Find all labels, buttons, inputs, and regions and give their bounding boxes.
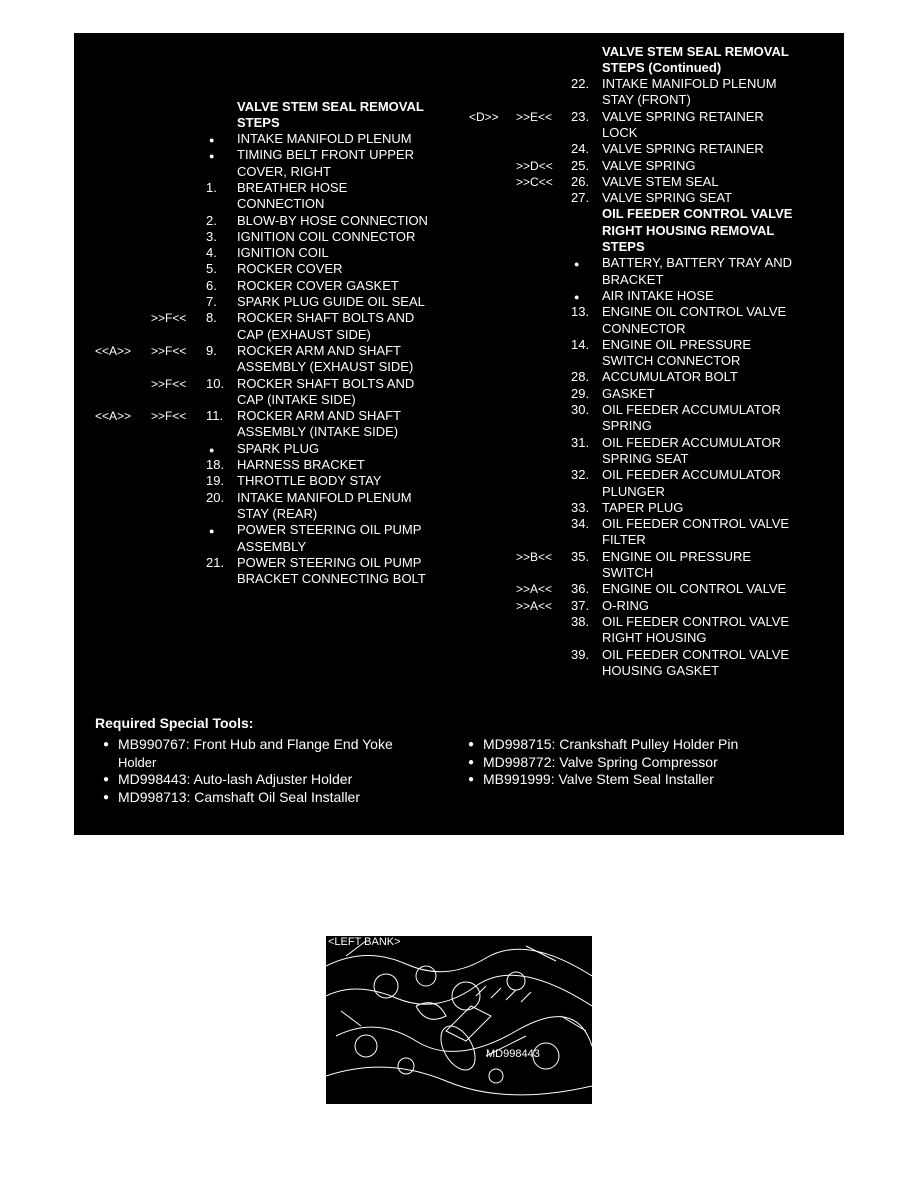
step-text: OIL FEEDER ACCUMULATOR (602, 467, 781, 483)
step-text: HOUSING GASKET (602, 662, 720, 678)
step-text: SPARK PLUG GUIDE OIL SEAL (237, 294, 425, 309)
step-text: CONNECTION (237, 196, 325, 212)
step-text: SPRING SEAT (602, 450, 689, 466)
bullet-icon: ● (209, 526, 215, 537)
step-text: ROCKER SHAFT BOLTS AND (237, 310, 415, 326)
step-number: 31. (571, 434, 590, 450)
step-text: BREATHER HOSE (237, 179, 348, 195)
step-text: SPARK PLUG (237, 440, 320, 456)
step-text: PLUNGER (602, 483, 665, 499)
step-number: 19. (206, 473, 225, 489)
tool-item: MD998713: Camshaft Oil Seal Installer (118, 788, 360, 805)
step-marker-b: >>F<< (151, 311, 187, 326)
section-heading: VALVE STEM SEAL REMOVAL (237, 99, 424, 114)
step-text: ROCKER COVER (237, 261, 343, 277)
step-number: 32. (571, 467, 590, 483)
step-number: 1. (206, 179, 217, 195)
left-bank-illustration (326, 936, 592, 1104)
tool-item: MB990767: Front Hub and Flange End Yoke (118, 736, 393, 752)
step-number: 14. (571, 336, 590, 352)
step-number: 36. (571, 581, 590, 597)
step-number: 7. (206, 294, 217, 309)
step-text: TAPER PLUG (602, 499, 684, 515)
step-text: ENGINE OIL CONTROL VALVE (602, 304, 787, 320)
step-text: INTAKE MANIFOLD PLENUM (237, 131, 412, 146)
step-text: VALVE STEM SEAL (602, 173, 719, 189)
step-text: ASSEMBLY (237, 538, 307, 554)
step-number: 11. (206, 408, 224, 424)
step-marker-b: >>F<< (151, 376, 187, 391)
step-text: ASSEMBLY (INTAKE SIDE) (237, 424, 399, 440)
tool-item: MB991999: Valve Stem Seal Installer (483, 771, 714, 787)
tool-item: MD998772: Valve Spring Compressor (483, 753, 718, 770)
step-text: RIGHT HOUSING (602, 630, 707, 646)
step-number: 39. (571, 646, 590, 662)
step-text: ROCKER COVER GASKET (237, 277, 399, 293)
bullet-icon: ● (209, 444, 215, 455)
step-text: HARNESS BRACKET (237, 457, 365, 472)
step-number: 38. (571, 613, 590, 629)
step-number: 29. (571, 385, 590, 401)
step-text: VALVE SPRING RETAINER (602, 108, 764, 124)
step-text: CAP (INTAKE SIDE) (237, 391, 356, 407)
step-marker-b: >>A<< (516, 582, 553, 597)
section-heading: STEPS (237, 115, 280, 130)
tool-item: MD998443: Auto-lash Adjuster Holder (118, 771, 353, 787)
step-text: VALVE SPRING SEAT (602, 190, 733, 206)
bullet-icon: ● (468, 756, 475, 768)
left-bank-label: <LEFT BANK> (328, 936, 401, 948)
step-text: CONNECTOR (602, 320, 686, 336)
step-number: 26. (571, 173, 590, 189)
step-text: BRACKET (602, 271, 664, 287)
step-text: IGNITION COIL CONNECTOR (237, 228, 416, 244)
engine-drawing (326, 936, 592, 1104)
section-heading: VALVE STEM SEAL REMOVAL (602, 44, 789, 59)
step-text: STAY (REAR) (237, 505, 318, 521)
step-number: 5. (206, 261, 217, 277)
step-text: OIL FEEDER CONTROL VALVE (602, 516, 790, 532)
step-number: 9. (206, 342, 217, 358)
step-text: ENGINE OIL PRESSURE (602, 336, 752, 352)
step-text: SPRING (602, 418, 652, 434)
step-number: 6. (206, 277, 217, 293)
step-marker-a: <<A>> (95, 409, 132, 424)
step-text: INTAKE MANIFOLD PLENUM (237, 489, 412, 505)
step-number: 4. (206, 245, 217, 261)
tool-item-continued: Holder (118, 754, 157, 770)
step-text: IGNITION COIL (237, 245, 329, 261)
step-text: BRACKET CONNECTING BOLT (237, 571, 426, 587)
step-marker-b: >>E<< (516, 109, 553, 124)
step-text: STEPS (602, 239, 645, 254)
step-text: VALVE SPRING RETAINER (602, 141, 764, 157)
step-text: POWER STEERING OIL PUMP (237, 554, 422, 570)
step-number: 37. (571, 597, 590, 613)
step-marker-b: >>D<< (516, 158, 553, 173)
step-number: 20. (206, 489, 225, 505)
step-text: O-RING (602, 597, 649, 613)
step-text: OIL FEEDER CONTROL VALVE (602, 613, 790, 629)
step-text: OIL FEEDER ACCUMULATOR (602, 402, 781, 417)
step-marker-b: >>C<< (516, 174, 553, 189)
step-text: STAY (FRONT) (602, 92, 691, 108)
bullet-icon: ● (209, 135, 215, 145)
step-number: 25. (571, 157, 590, 173)
bullet-icon: ● (103, 739, 110, 750)
step-text: RIGHT HOUSING REMOVAL (602, 222, 775, 238)
step-text: TIMING BELT FRONT UPPER (237, 147, 414, 163)
step-number: 28. (571, 369, 590, 385)
step-number: 34. (571, 516, 590, 532)
step-text: OIL FEEDER ACCUMULATOR (602, 434, 781, 450)
step-marker-a: <D>> (469, 109, 499, 124)
step-text: BATTERY, BATTERY TRAY AND (602, 255, 793, 271)
step-text: ACCUMULATOR BOLT (602, 369, 738, 385)
step-text: OIL FEEDER CONTROL VALVE (602, 206, 793, 222)
bullet-icon: ● (468, 774, 475, 785)
bullet-icon: ● (574, 291, 580, 302)
step-number: 13. (571, 304, 590, 320)
step-number: 35. (571, 548, 590, 564)
step-number: 2. (206, 212, 217, 228)
step-number: 21. (206, 554, 225, 570)
step-text: ENGINE OIL CONTROL VALVE (602, 581, 787, 597)
step-text: CAP (EXHAUST SIDE) (237, 326, 371, 342)
tool-item: MD998715: Crankshaft Pulley Holder Pin (483, 736, 739, 752)
step-text: POWER STEERING OIL PUMP (237, 522, 422, 538)
step-text: SWITCH (602, 565, 654, 580)
step-number: 27. (571, 190, 590, 206)
step-number: 30. (571, 402, 590, 417)
step-text: SWITCH CONNECTOR (602, 353, 741, 369)
tool-callout: MD998443 (486, 1048, 540, 1060)
step-text: GASKET (602, 385, 655, 401)
step-text: OIL FEEDER CONTROL VALVE (602, 646, 790, 662)
step-text: COVER, RIGHT (237, 163, 331, 179)
step-text: VALVE SPRING (602, 157, 696, 173)
bullet-icon: ● (574, 259, 580, 270)
step-text: ASSEMBLY (EXHAUST SIDE) (237, 359, 414, 375)
step-text: ROCKER ARM AND SHAFT (237, 408, 401, 424)
special-tools-title: Required Special Tools: (95, 715, 254, 731)
step-text: BLOW-BY HOSE CONNECTION (237, 212, 428, 228)
step-text: FILTER (602, 532, 646, 548)
section-heading: STEPS (Continued) (602, 60, 722, 75)
step-number: 22. (571, 76, 590, 91)
step-marker-b: >>F<< (151, 343, 187, 358)
step-number: 33. (571, 499, 590, 515)
step-marker-a: <<A>> (95, 343, 132, 358)
step-text: THROTTLE BODY STAY (237, 473, 382, 489)
procedure-panel (74, 33, 844, 835)
bullet-icon: ● (103, 774, 110, 785)
step-number: 18. (206, 457, 225, 472)
step-number: 24. (571, 141, 590, 157)
bullet-icon: ● (103, 791, 110, 803)
step-number: 10. (206, 375, 225, 391)
step-text: LOCK (602, 124, 638, 140)
step-text: INTAKE MANIFOLD PLENUM (602, 76, 777, 91)
bullet-icon: ● (468, 739, 475, 750)
step-number: 3. (206, 228, 217, 244)
step-text: ROCKER SHAFT BOLTS AND (237, 375, 415, 391)
step-text: ENGINE OIL PRESSURE (602, 548, 752, 564)
bullet-icon: ● (209, 151, 215, 162)
step-number: 23. (571, 108, 590, 124)
step-marker-b: >>F<< (151, 409, 187, 424)
step-marker-b: >>B<< (516, 549, 553, 564)
step-text: ROCKER ARM AND SHAFT (237, 342, 401, 358)
step-text: AIR INTAKE HOSE (602, 287, 714, 303)
step-number: 8. (206, 310, 217, 326)
step-marker-b: >>A<< (516, 598, 553, 613)
